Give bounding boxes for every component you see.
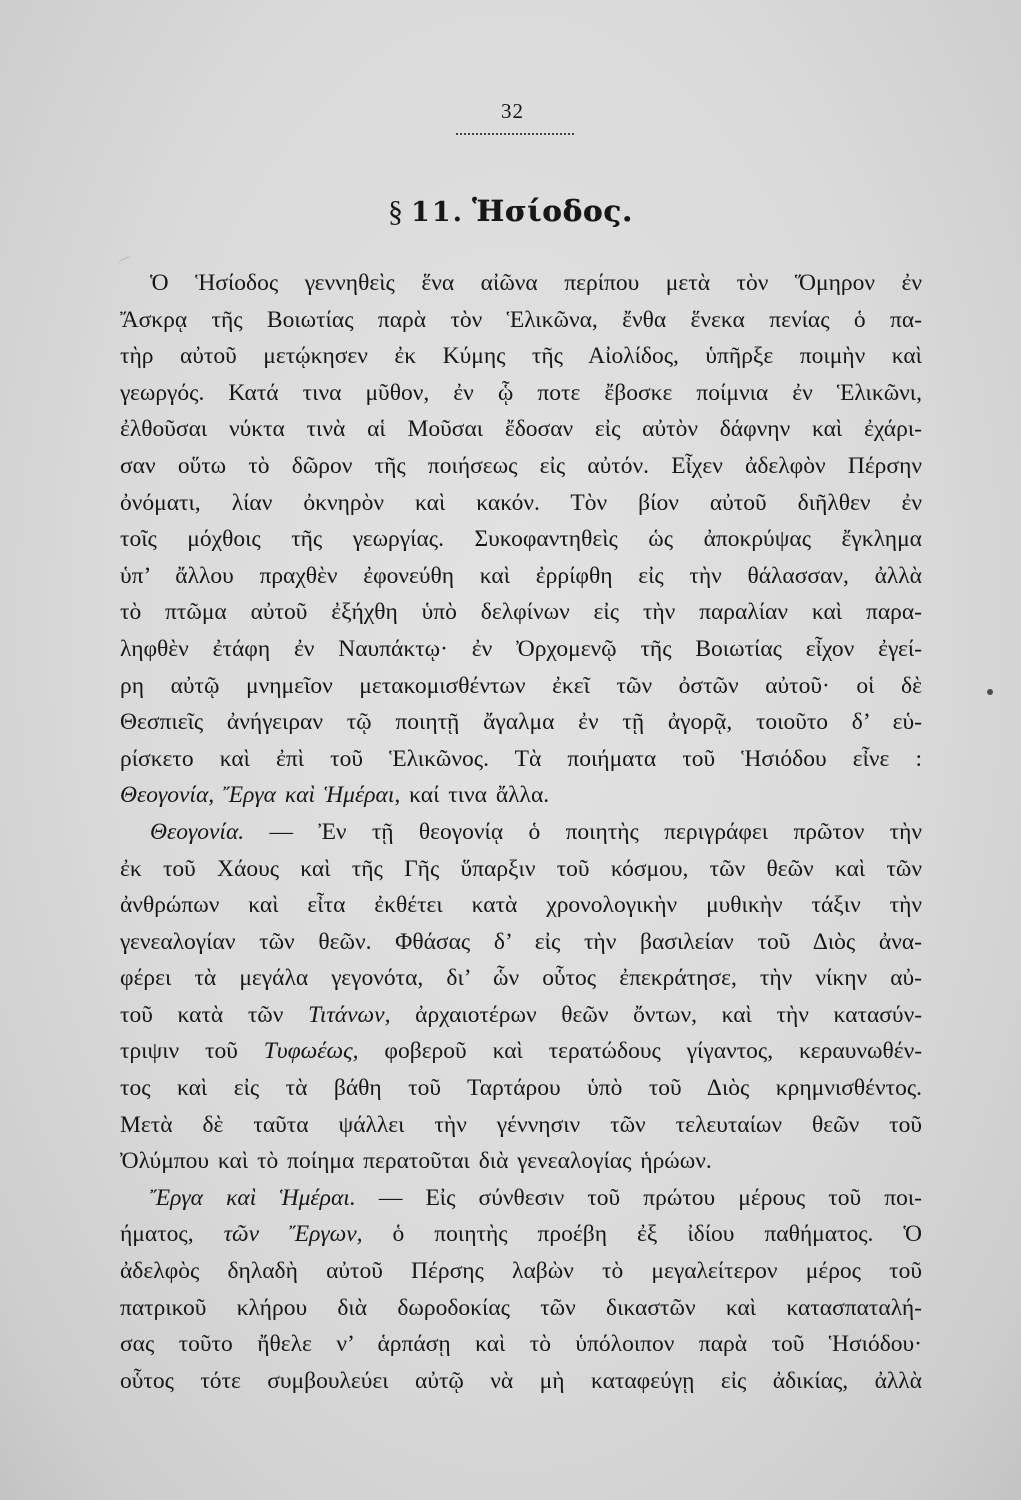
text-line	[120, 558, 922, 595]
text-run: τοῦ κατὰ τῶν	[120, 1001, 284, 1028]
text-run: πατρικοῦ κλήρου διὰ δωροδοκίας τῶν δικαστῶν καὶ κατασπαταλή-	[120, 1294, 922, 1321]
text-run: ἀρχαιοτέρων θεῶν ὄντων, καὶ τὴν κατασύν-	[415, 1001, 922, 1028]
text-run: ἀνθρώπων καὶ εἶτα ἐκθέτει κατὰ χρονολογικὴν μυθικὴν τάξιν τὴν	[120, 892, 922, 919]
italic-subheading-theogony: Θεογονία.	[150, 818, 245, 845]
text-run: Ὀλύμπου καὶ τὸ ποίημα περατοῦται διὰ γενεαλογίας ἡρώων.	[120, 1148, 712, 1175]
text-run: — Ἐν τῇ θεογονίᾳ ὁ ποιητὴς περιγράφει πρῶτον τὴν	[269, 818, 922, 845]
text-run: ἀδελφὸς δηλαδὴ αὐτοῦ Πέρσης λαβὼν τὸ μεγαλείτερον μέρος τοῦ	[120, 1258, 922, 1285]
text-run: Ὁ Ἡσίοδος γεννηθεὶς ἕνα αἰῶνα περίπου μετὰ τὸν Ὅμηρον ἐν	[150, 270, 922, 296]
text-line	[120, 338, 922, 375]
text-line	[120, 924, 922, 961]
text-line	[120, 668, 922, 705]
text-line	[120, 1290, 922, 1327]
text-run: ρίσκετο καὶ ἐπὶ τοῦ Ἑλικῶνος. Τὰ ποιήματα τοῦ Ἡσιόδου εἶνε :	[120, 745, 922, 772]
text-run: Ἄσκρᾳ τῆς Βοιωτίας παρὰ τὸν Ἑλικῶνα, ἔνθα ἕνεκα πενίας ὁ πα-	[120, 306, 922, 333]
text-run: Θεσπιεῖς ἀνήγειραν τῷ ποιητῇ ἄγαλμα ἐν τῇ ἀγορᾷ, τοιοῦτο δ’ εὑ-	[120, 709, 922, 736]
text-run: Μετὰ δὲ ταῦτα ψάλλει τὴν γέννησιν τῶν τελευταίων θεῶν τοῦ	[120, 1111, 922, 1138]
text-run: σαν οὕτω τὸ δῶρον τῆς ποιήσεως εἰς αὐτόν. Εἶχεν ἀδελφὸν Πέρσην	[120, 452, 922, 479]
italic-name: τῶν Ἔργων,	[223, 1221, 363, 1248]
text-run: οὗτος τότε συμβουλεύει αὐτῷ νὰ μὴ καταφεύγῃ εἰς ἀδικίας, ἀλλὰ	[120, 1367, 922, 1394]
text-run: — Εἰς σύνθεσιν τοῦ πρώτου μέρους τοῦ ποι-	[378, 1184, 922, 1211]
paragraph-first-line	[120, 265, 922, 302]
body-text	[120, 265, 922, 1399]
text-run: ὁ ποιητὴς προέβη ἐξ ἰδίου παθήματος. Ὁ	[392, 1221, 922, 1248]
text-run: γενεαλογίαν τῶν θεῶν. Φθάσας δ’ εἰς τὴν βασιλείαν τοῦ Διὸς ἀνα-	[120, 928, 922, 955]
text-line	[120, 741, 922, 778]
text-run: γεωργός. Κατά τινα μῦθον, ἐν ᾧ ποτε ἔβοσκε ποίμνια ἐν Ἑλικῶνι,	[120, 379, 922, 406]
text-line	[120, 1363, 922, 1400]
text-line	[120, 887, 922, 924]
text-run: ὑπ’ ἄλλου πραχθὲν ἐφονεύθη καὶ ἐρρίφθη εἰς τὴν θάλασσαν, ἀλλὰ	[120, 562, 922, 589]
text-run: τριψιν τοῦ	[120, 1038, 238, 1065]
text-line	[120, 302, 922, 339]
text-line	[120, 521, 922, 558]
text-line	[120, 1216, 922, 1253]
text-line	[120, 411, 922, 448]
text-line	[120, 1107, 922, 1144]
text-run: τος καὶ εἰς τὰ βάθη τοῦ Ταρτάρου ὑπὸ τοῦ Διὸς κρημνισθέντος.	[120, 1075, 922, 1102]
text-run: τοῖς μόχθοις τῆς γεωργίας. Συκοφαντηθεὶς ὡς ἀποκρύψας ἔγκλημα	[120, 526, 922, 553]
text-line	[120, 1070, 922, 1107]
text-line	[120, 485, 922, 522]
text-line	[120, 704, 922, 741]
section-heading	[0, 190, 1021, 234]
italic-work-titles: Θεογονία, Ἔργα καὶ Ἡμέραι,	[120, 782, 401, 809]
text-line	[120, 960, 922, 997]
text-run: καί τινα ἄλλα.	[409, 782, 550, 809]
paragraph-first-line	[120, 814, 922, 851]
text-run: ὀνόματι, λίαν ὀκνηρὸν καὶ κακόν. Τὸν βίον αὐτοῦ διῆλθεν ἐν	[120, 489, 922, 516]
paragraph-last-line	[120, 777, 922, 814]
scan-ink-speck	[987, 689, 993, 695]
text-line	[120, 1253, 922, 1290]
text-run: ἐκ τοῦ Χάους καὶ τῆς Γῆς ὕπαρξιν τοῦ κόσμου, τῶν θεῶν καὶ τῶν	[120, 855, 922, 882]
text-line	[120, 631, 922, 668]
text-run: φέρει τὰ μεγάλα γεγονότα, δι’ ὧν οὗτος ἐπεκράτησε, τὴν νίκην αὐ-	[120, 965, 922, 992]
page-number-text: 32	[501, 99, 524, 123]
text-run: σας τοῦτο ἤθελε ν’ ἁρπάσῃ καὶ τὸ ὑπόλοιπον παρὰ τοῦ Ἡσιόδου·	[120, 1331, 922, 1358]
text-run: ήματος,	[120, 1221, 194, 1248]
text-line	[120, 997, 922, 1034]
text-run: τὸ πτῶμα αὐτοῦ ἐξήχθη ὑπὸ δελφίνων εἰς τὴν παραλίαν καὶ παρα-	[120, 599, 922, 626]
text-run: ληφθὲν ἐτάφη ἐν Ναυπάκτῳ· ἐν Ὀρχομενῷ τῆς Βοιωτίας εἶχον ἐγεί-	[120, 635, 922, 662]
text-line	[120, 1326, 922, 1363]
text-run: ἐλθοῦσαι νύκτα τινὰ αἱ Μοῦσαι ἔδοσαν εἰς αὐτὸν δάφνην καὶ ἐχάρι-	[120, 416, 922, 443]
text-line	[120, 448, 922, 485]
italic-subheading-works-and-days: Ἔργα καὶ Ἡμέραι.	[150, 1184, 356, 1211]
italic-name: Τιτάνων,	[308, 1001, 391, 1028]
text-run: φοβεροῦ καὶ τερατώδους γίγαντος, κεραυνωθέν-	[384, 1038, 922, 1065]
section-title: Ἡσίοδος.	[472, 194, 633, 228]
italic-name: Τυφωέως,	[263, 1038, 359, 1065]
text-line	[120, 594, 922, 631]
text-line	[120, 851, 922, 888]
text-line	[120, 375, 922, 412]
page-number-dotted-rule	[456, 133, 576, 135]
page-number	[0, 98, 1021, 124]
section-mark: §	[388, 195, 404, 228]
section-number: 11.	[411, 197, 465, 228]
text-run: τὴρ αὐτοῦ μετῴκησεν ἐκ Κύμης τῆς Αἰολίδος, ὑπῆρξε ποιμὴν καὶ	[120, 343, 922, 370]
paragraph-last-line	[120, 1143, 922, 1180]
text-run: ρη αὐτῷ μνημεῖον μετακομισθέντων ἐκεῖ τῶν ὀστῶν αὐτοῦ· οἱ δὲ	[120, 672, 922, 699]
paragraph-first-line	[120, 1180, 922, 1217]
text-line	[120, 1033, 922, 1070]
